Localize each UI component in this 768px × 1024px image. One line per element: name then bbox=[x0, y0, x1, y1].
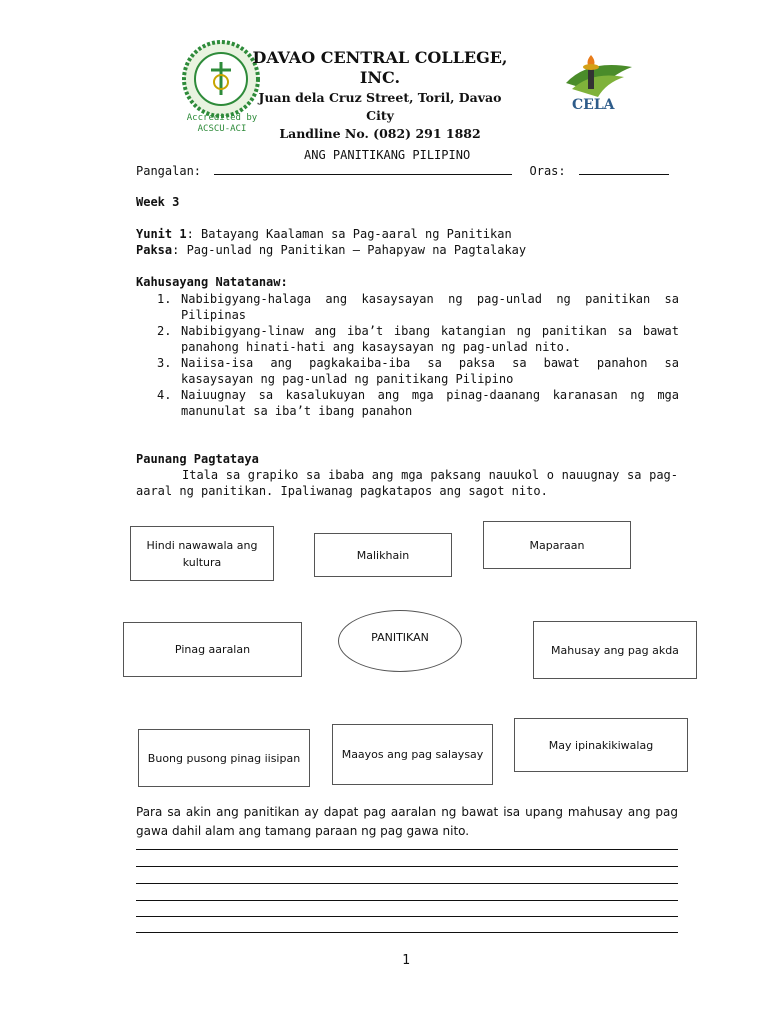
answer-line[interactable] bbox=[136, 849, 678, 850]
college-name bbox=[250, 48, 510, 88]
concept-box-culture: Hindi nawawala ang kultura bbox=[130, 526, 274, 581]
week-text: Week 3 bbox=[136, 195, 180, 209]
pretest-heading: Paunang Pagtataya bbox=[136, 452, 259, 466]
concept-box-narration: Maayos ang pag salaysay bbox=[332, 724, 493, 785]
pretest-instructions: Itala sa grapiko sa ibaba ang mga paksang nauukol o nauugnay sa pag-aaral ng panitikan. Ipaliwanag pagkatapos ang sagot nito. bbox=[136, 468, 678, 498]
week-label bbox=[136, 194, 179, 210]
college-name-line1: DAVAO CENTRAL COLLEGE, bbox=[252, 48, 508, 67]
answer-line[interactable] bbox=[136, 883, 678, 884]
college-landline: Landline No. (082) 291 1882 bbox=[279, 126, 481, 141]
objectives-heading: Kahusayang Natatanaw: bbox=[136, 275, 288, 289]
topic-text: : Pag-unlad ng Panitikan – Pahapyaw na Pagtalakay bbox=[172, 243, 527, 257]
concept-box-authorship: Mahusay ang pag akda bbox=[533, 621, 697, 679]
unit-label: Yunit 1 bbox=[136, 227, 187, 241]
name-label: Pangalan: bbox=[136, 164, 202, 178]
answer-line[interactable] bbox=[136, 932, 678, 933]
concept-box-advocacy: May ipinakikiwalag bbox=[514, 718, 688, 772]
college-address-block bbox=[250, 89, 510, 143]
cela-logo-text: CELA bbox=[572, 97, 615, 113]
objective-number: 4. bbox=[157, 388, 172, 402]
time-label: Oras: bbox=[529, 164, 566, 178]
time-field[interactable] bbox=[579, 162, 669, 175]
objective-item bbox=[157, 291, 679, 323]
objective-number: 3. bbox=[157, 356, 172, 370]
concept-box-studied: Pinag aaralan bbox=[123, 622, 302, 677]
topic-line bbox=[136, 242, 526, 258]
objective-text: Naiisa-isa ang pagkakaiba-iba sa paksa sa bawat panahon sa kasaysayan ng pag-unlad ng panitikang Pilipino bbox=[181, 356, 679, 386]
concept-box-heartfelt: Buong pusong pinag iisipan bbox=[138, 729, 310, 787]
objective-number: 2. bbox=[157, 324, 172, 338]
answer-line[interactable] bbox=[136, 916, 678, 917]
unit-line bbox=[136, 226, 512, 242]
objective-item bbox=[157, 387, 679, 419]
name-field[interactable] bbox=[214, 162, 512, 175]
topic-label: Paksa bbox=[136, 243, 173, 257]
unit-text: : Batayang Kaalaman sa Pag-aaral ng Panitikan bbox=[186, 227, 512, 241]
page-number: 1 bbox=[402, 953, 410, 968]
cela-logo bbox=[558, 53, 636, 115]
college-address: Juan dela Cruz Street, Toril, Davao City bbox=[258, 90, 502, 123]
subject-title: ANG PANITIKANG PILIPINO bbox=[304, 148, 471, 162]
name-time-row bbox=[136, 162, 681, 179]
objective-text: Naiuugnay sa kasalukuyan ang mga pinag-daanang karanasan ng mga manunulat sa iba’t ibang panahon bbox=[181, 388, 679, 418]
objective-item bbox=[157, 355, 679, 387]
accredited-line1: Accredited by bbox=[186, 113, 258, 123]
college-name-line2: INC. bbox=[359, 68, 401, 87]
concept-box-resourceful: Maparaan bbox=[483, 521, 631, 569]
accreditation-note bbox=[178, 113, 266, 135]
objective-text: Nabibigyang-linaw ang iba’t ibang katangian ng panitikan sa bawat panahong hinati-hati ang kasaysayan ng pag-unlad nito. bbox=[181, 324, 679, 354]
objective-number: 1. bbox=[157, 292, 172, 306]
objectives-list bbox=[157, 291, 679, 419]
objective-item bbox=[157, 323, 679, 355]
concept-box-creative: Malikhain bbox=[314, 533, 452, 577]
center-oval-panitikan: PANITIKAN bbox=[338, 610, 462, 672]
answer-text: Para sa akin ang panitikan ay dapat pag aaralan ng bawat isa upang mahusay ang pag gawa dahil alam ang tamang paraan ng pag gawa nito. bbox=[136, 805, 678, 838]
answer-line[interactable] bbox=[136, 900, 678, 901]
objective-text: Nabibigyang-halaga ang kasaysayan ng pag-unlad ng panitikan sa Pilipinas bbox=[181, 292, 679, 322]
answer-line[interactable] bbox=[136, 866, 678, 867]
accredited-line2: ACSCU-ACI bbox=[197, 124, 247, 134]
